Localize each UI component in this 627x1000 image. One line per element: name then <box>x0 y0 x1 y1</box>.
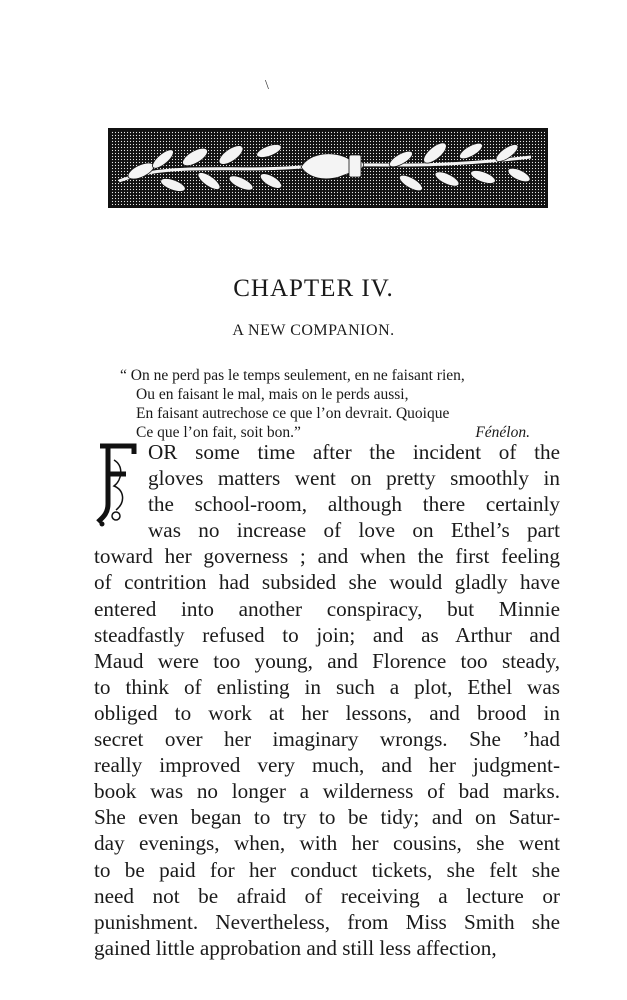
body-line: entered into another conspiracy, but Minnie <box>94 596 560 621</box>
epigraph <box>120 366 540 442</box>
body-line: She even began to try to be tidy; and on Satur- <box>94 805 560 830</box>
body-line: secret over her imaginary wrongs. She ’had <box>94 727 560 752</box>
body-line: steadfastly refused to join; and as Arthur and <box>94 622 560 647</box>
body-line: gloves matters went on pretty smoothly in <box>148 466 560 491</box>
epigraph-line: “ On ne perd pas le temps seulement, en ne faisant rien, <box>120 367 465 384</box>
body-line: punishment. Nevertheless, from Miss Smith she <box>94 909 560 934</box>
body-line: obliged to work at her lessons, and brood in <box>94 700 560 725</box>
epigraph-line: Ou en faisant le mal, mais on le perds aussi, <box>136 386 409 403</box>
page-mark: \ <box>265 78 269 93</box>
body-line: OR some time after the incident of the <box>148 440 560 464</box>
body-line: the school-room, although there certainly <box>148 492 560 517</box>
body-line: gained little approbation and still less affection, <box>94 935 497 960</box>
body-line: toward her governess ; and when the first feeling <box>94 544 560 569</box>
leaf-and-hand-ornament-icon <box>111 131 545 205</box>
body-line: to think of enlisting in such a plot, Ethel was <box>94 674 560 699</box>
epigraph-line: En faisant autrechose ce que l’on devrait. Quoique <box>136 405 450 422</box>
body-line: to be paid for her conduct tickets, she felt she <box>94 857 560 882</box>
chapter-title: CHAPTER IV. <box>233 275 394 302</box>
body-line: day evenings, when, with her cousins, she went <box>94 831 560 856</box>
body-line: book was no longer a wilderness of bad marks. <box>94 779 560 804</box>
body-text <box>94 439 560 961</box>
decorative-headpiece <box>108 128 548 208</box>
body-line: of contrition had subsided she would gladly have <box>94 570 560 595</box>
chapter-subtitle: A NEW COMPANION. <box>232 322 395 339</box>
epigraph-attribution: Fénélon. <box>475 424 530 441</box>
body-line: really improved very much, and her judgment- <box>94 753 560 778</box>
body-line: Maud were too young, and Florence too steady, <box>94 648 560 673</box>
epigraph-line: Ce que l’on fait, soit bon.” <box>136 424 301 441</box>
body-line: need not be afraid of receiving a lecture or <box>94 883 560 908</box>
body-line: was no increase of love on Ethel’s part <box>148 518 560 543</box>
